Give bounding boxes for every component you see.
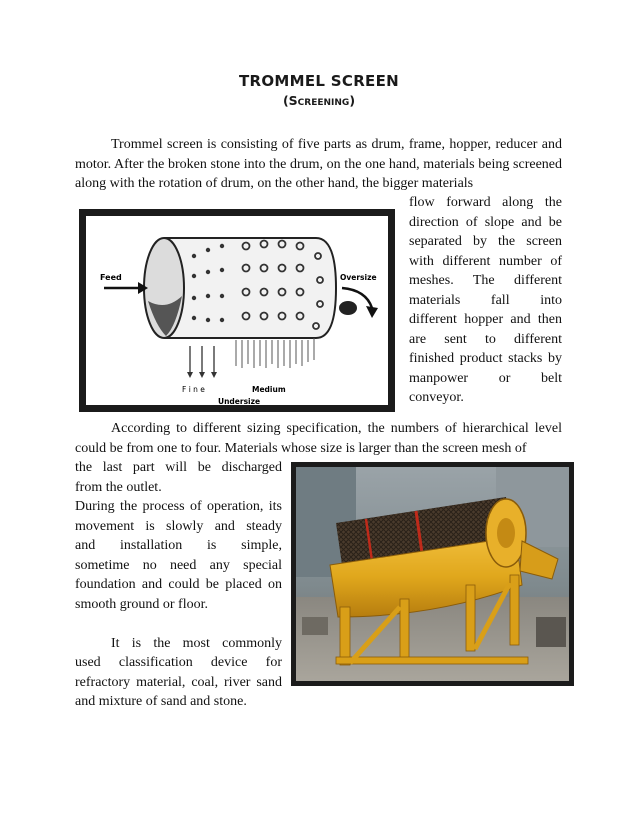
side-line: separated by the screen [409,234,562,249]
side-line: manpower or belt [409,370,562,386]
trommel-photo-figure [291,462,574,686]
oversize-arrow-head [366,306,378,318]
column-spacer [75,614,282,634]
column-line: used classification device for [75,655,282,670]
side-line: finished product stacks by [409,351,562,366]
side-line: with different number of [409,253,562,269]
trommel-photo-drawing [296,467,569,681]
ground-equipment [536,617,566,647]
fine-fall-heads [187,372,217,378]
trommel-photo [296,467,569,681]
side-line: different hopper and then [409,312,562,327]
column-line: from the outlet. [75,479,162,495]
side-line: conveyor. [409,390,464,405]
medium-falling-material [236,338,314,368]
left-column-text [75,458,282,712]
undersize-label: Undersize [218,397,261,405]
trommel-diagram-drawing [86,216,388,405]
column-line: the last part will be discharged [75,460,282,475]
feed-label: Feed [100,273,122,282]
side-line: flow forward along the [409,195,562,210]
paragraph-intro: Trommel screen is consisting of five parts as drum, frame, hopper, reducer and motor. After the broken stone into the drum, on the one hand, materials being screened along with the rotation of drum, on the other hand, the bigger materials [75,137,562,191]
medium-label: Medium [252,385,286,394]
column-line: sometime no need any special [75,557,282,573]
paragraph-sizing: According to different sizing specification, the numbers of hierarchical level could be from one to four. Materials whose size is larger than the screen mesh of [75,421,562,456]
drum-hub [497,518,515,548]
column-line: foundation and could be placed on [75,577,282,592]
column-line: movement is slowly and steady [75,518,282,534]
side-line: are sent to different [409,331,562,347]
trommel-diagram [86,216,388,405]
side-line: materials fall into [409,292,562,308]
fine-fall-arrows [190,346,214,374]
ground-equipment [302,617,328,635]
column-line: It is the most commonly [111,635,282,651]
page-subtitle: (Screening) [282,93,356,108]
oversize-material [339,301,357,315]
column-line: smooth ground or floor. [75,596,208,612]
trommel-diagram-figure [79,209,395,412]
page-title: TROMMEL SCREEN [238,72,400,90]
column-line: During the process of operation, its [75,499,282,514]
drum-body [164,238,336,338]
column-line: and mixture of sand and stone. [75,694,247,709]
column-line: refractory material, coal, river sand [75,674,282,690]
column-line: and installation is simple, [75,538,282,553]
oversize-label: Oversize [340,273,377,282]
intro-side-column [409,193,562,408]
fine-label: F i n e [182,385,205,394]
side-line: direction of slope and be [409,214,562,230]
side-line: meshes. The different [409,273,562,288]
